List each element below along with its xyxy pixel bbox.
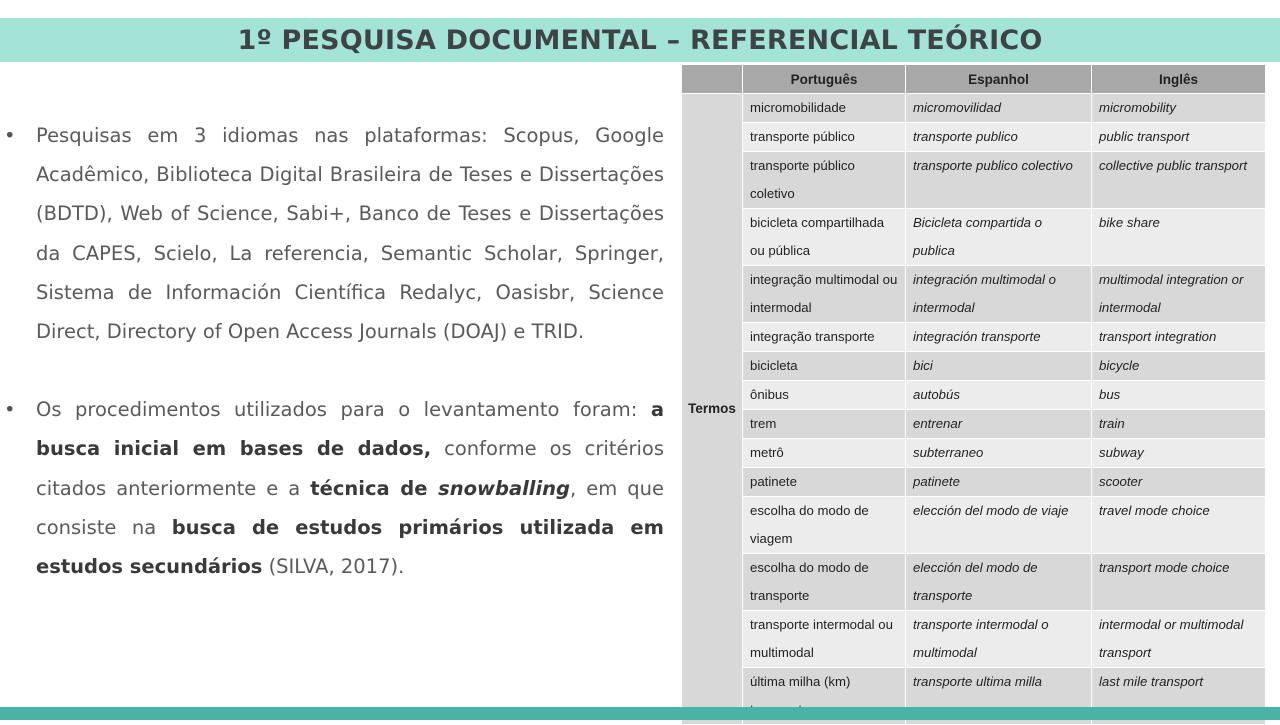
- table-row: [682, 611, 1266, 668]
- procedures-bold-snowballing: snowballing: [438, 476, 571, 500]
- cell-english: travel mode choice: [1092, 497, 1266, 554]
- cell-portuguese: transporte intermodal ou multimodal: [743, 611, 906, 668]
- cell-english: transport integration: [1092, 323, 1266, 352]
- bullet-list: [0, 116, 680, 586]
- cell-portuguese: bicicleta compartilhada ou pública: [743, 209, 906, 266]
- cell-portuguese: micromobilidade: [743, 94, 906, 123]
- cell-english: multimodal integration or intermodal: [1092, 266, 1266, 323]
- cell-portuguese: patinete: [743, 468, 906, 497]
- cell-spanish: transporte publico: [906, 123, 1092, 152]
- table-row: [682, 123, 1266, 152]
- cell-english: train: [1092, 410, 1266, 439]
- cell-portuguese: transporte público coletivo: [743, 152, 906, 209]
- cell-spanish: Bicicleta compartida o publica: [906, 209, 1092, 266]
- table-body: [682, 94, 1266, 725]
- cell-spanish: entrenar: [906, 410, 1092, 439]
- cell-english: public transport: [1092, 123, 1266, 152]
- table-row: [682, 554, 1266, 611]
- cell-portuguese: bicicleta: [743, 352, 906, 381]
- header-portuguese: Português: [743, 65, 906, 94]
- cell-spanish: elección del modo de viaje: [906, 497, 1092, 554]
- cell-portuguese: transporte público: [743, 123, 906, 152]
- cell-english: bike share: [1092, 209, 1266, 266]
- page-title: 1º PESQUISA DOCUMENTAL – REFERENCIAL TEÓRICO: [237, 24, 1043, 56]
- cell-portuguese: trem: [743, 410, 906, 439]
- cell-english: bicycle: [1092, 352, 1266, 381]
- table-row: [682, 152, 1266, 209]
- table-row: [682, 439, 1266, 468]
- cell-portuguese: integração multimodal ou intermodal: [743, 266, 906, 323]
- cell-spanish: transporte publico colectivo: [906, 152, 1092, 209]
- procedures-citation: (SILVA, 2017).: [262, 555, 405, 579]
- cell-portuguese: escolha do modo de viagem: [743, 497, 906, 554]
- cell-spanish: autobús: [906, 381, 1092, 410]
- bullet-procedures: [0, 390, 664, 586]
- search-terms-table: [681, 64, 1266, 725]
- cell-spanish: integración transporte: [906, 323, 1092, 352]
- cell-portuguese: integração transporte: [743, 323, 906, 352]
- table-row: [682, 381, 1266, 410]
- cell-english: collective public transport: [1092, 152, 1266, 209]
- procedures-bold-primary-studies: busca de estudos primários utilizada em estudos secundários: [36, 515, 664, 579]
- cell-portuguese: ônibus: [743, 381, 906, 410]
- cell-spanish: micromovilidad: [906, 94, 1092, 123]
- bullet-marker: •: [4, 398, 16, 422]
- cell-portuguese: metrô: [743, 439, 906, 468]
- cell-english: scooter: [1092, 468, 1266, 497]
- bullet-platforms: [0, 116, 664, 351]
- cell-english: bus: [1092, 381, 1266, 410]
- cell-english: subway: [1092, 439, 1266, 468]
- cell-english: transport mode choice: [1092, 554, 1266, 611]
- cell-portuguese: última milha (km): [743, 668, 906, 725]
- table-row: [682, 323, 1266, 352]
- cell-spanish: bici: [906, 352, 1092, 381]
- title-bar: [0, 18, 1280, 62]
- cell-spanish: subterraneo: [906, 439, 1092, 468]
- procedures-text-part: , em que consiste na: [36, 476, 665, 539]
- procedures-bold-initial-search: a busca inicial em bases de dados,: [36, 398, 664, 461]
- table-header-row: [682, 65, 1266, 94]
- cell-portuguese: escolha do modo de transporte: [743, 554, 906, 611]
- procedures-text-part: Os procedimentos utilizados para o levantamento foram:: [36, 398, 651, 422]
- cell-english: micromobility: [1092, 94, 1266, 123]
- table-row: [682, 468, 1266, 497]
- cell-spanish: transporte ultima milla: [906, 668, 1092, 725]
- header-english: Inglês: [1092, 65, 1266, 94]
- group-label-termos: Termos: [682, 94, 743, 725]
- table-row: [682, 209, 1266, 266]
- bullet-marker: •: [4, 124, 16, 147]
- table-row: [682, 266, 1266, 323]
- header-spanish: Espanhol: [906, 65, 1092, 94]
- table-row: [682, 497, 1266, 554]
- bullet-platforms-text: Pesquisas em 3 idiomas nas plataformas: Scopus, Google Acadêmico, Biblioteca Digital Brasileira de Teses e Dissertações (BDTD), Web of Science, Sabi+, Banco de Teses e Dissertações da CAPES, Scielo, La referencia, Semantic Scholar, Springer, Sistema de Información Científica Redalyc, Oasisbr, Science Direct, Directory of Open Access Journals (DOAJ) e TRID.: [36, 124, 664, 344]
- cell-english: last mile transport: [1092, 668, 1266, 725]
- cell-english: intermodal or multimodal transport: [1092, 611, 1266, 668]
- procedures-text-part: conforme os critérios citados anteriormente e a: [36, 437, 664, 500]
- bottom-bar: [0, 707, 1280, 720]
- table-row: [682, 94, 1266, 123]
- table-row: [682, 410, 1266, 439]
- table-row: [682, 352, 1266, 381]
- cell-spanish: integración multimodal o intermodal: [906, 266, 1092, 323]
- cell-spanish: transporte intermodal o multimodal: [906, 611, 1092, 668]
- cell-spanish: elección del modo de transporte: [906, 554, 1092, 611]
- header-empty: [682, 65, 743, 94]
- procedures-bold-technique: técnica de: [310, 476, 439, 500]
- cell-spanish: patinete: [906, 468, 1092, 497]
